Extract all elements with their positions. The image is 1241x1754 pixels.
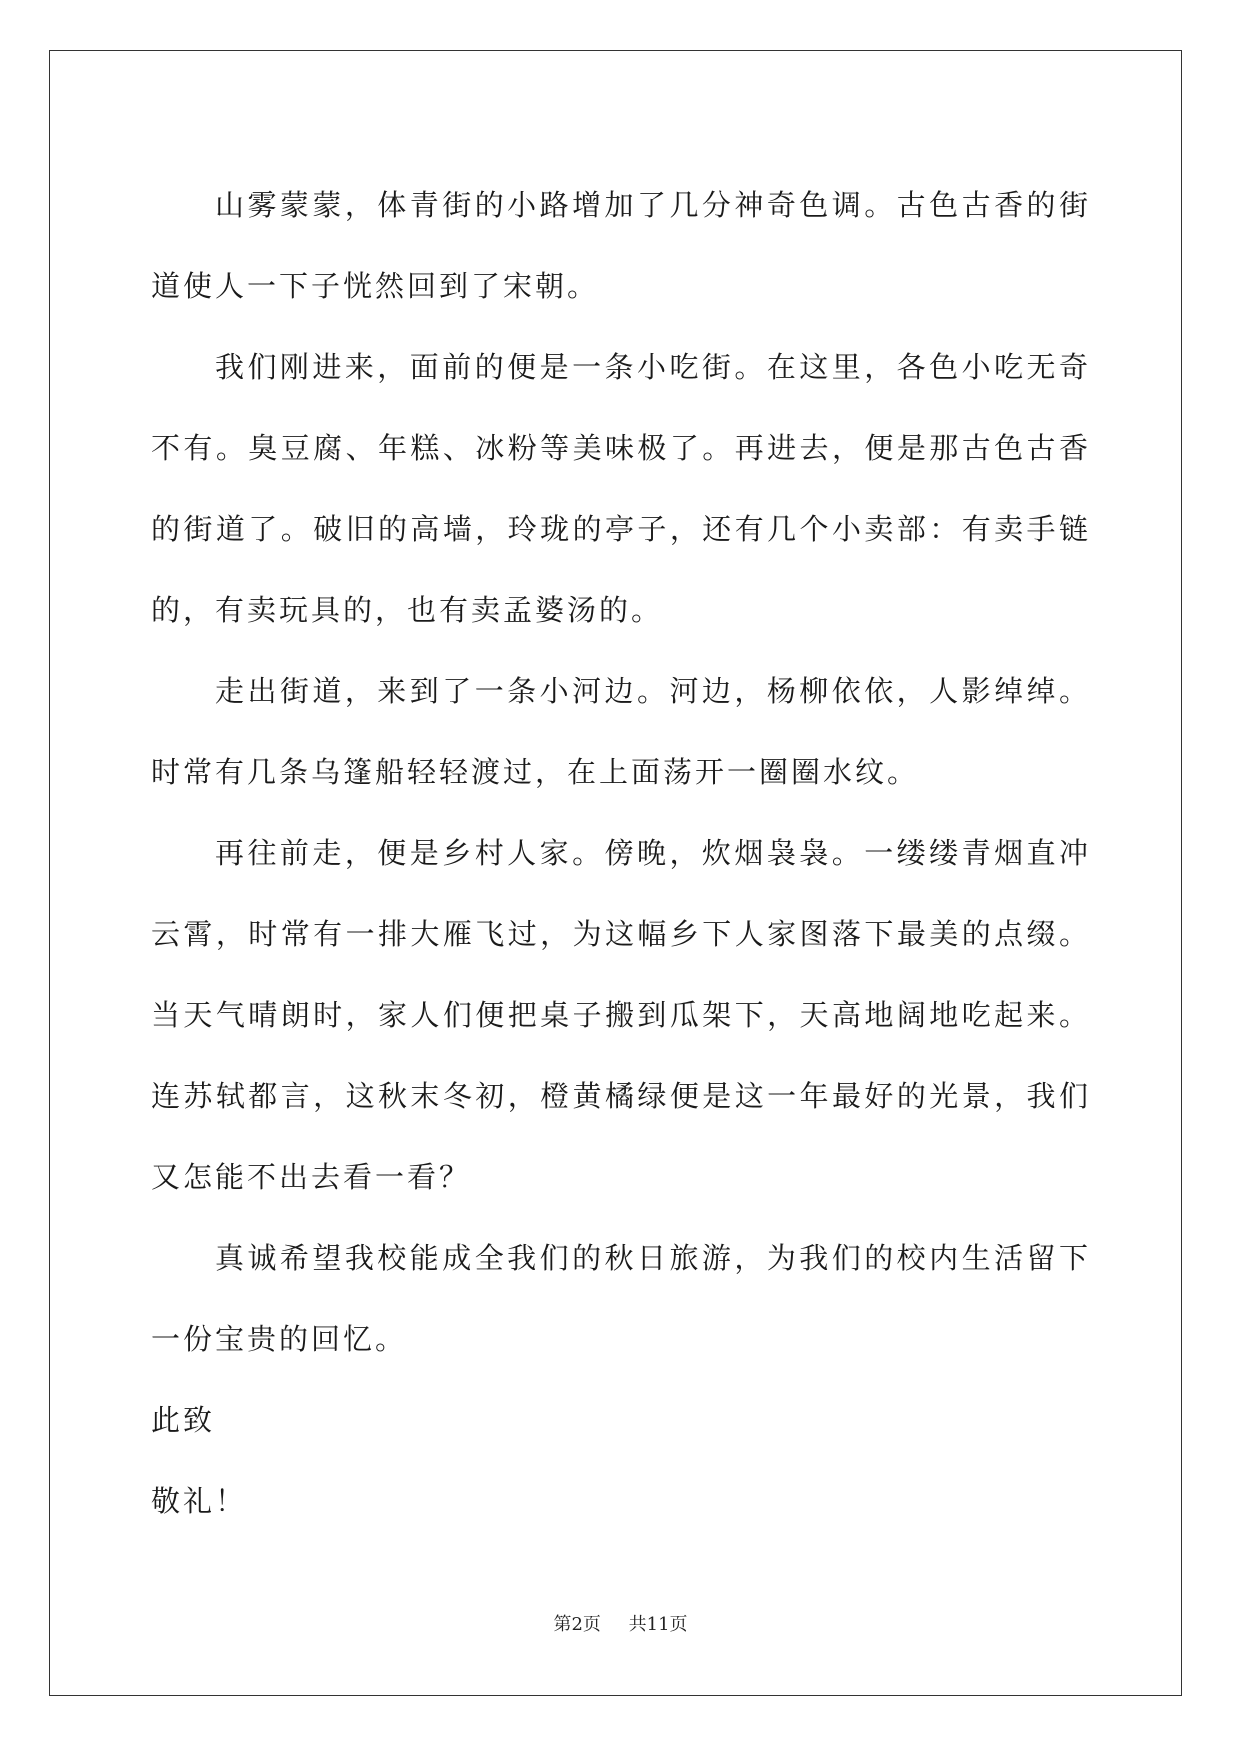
paragraph-4: 再往前走，便是乡村人家。傍晚，炊烟袅袅。一缕缕青烟直冲云霄，时常有一排大雁飞过，为这幅乡下人家图落下最美的点缀。当天气晴朗时，家人们便把桌子搬到瓜架下，天高地阔地吃起来。连苏轼都言，这秋末冬初，橙黄橘绿便是这一年最好的光景，我们又怎能不出去看一看？	[151, 836, 1091, 1194]
paragraph-3: 走出街道，来到了一条小河边。河边，杨柳依依，人影绰绰。时常有几条乌篷船轻轻渡过，在上面荡开一圈圈水纹。	[151, 674, 1091, 789]
page-number: 第2页	[553, 1614, 601, 1635]
letter-body	[151, 165, 1091, 1542]
page-total: 共11页	[628, 1614, 688, 1635]
closing-regards: 敬礼！	[151, 1484, 248, 1518]
closing-salutation: 此致	[151, 1403, 216, 1437]
paragraph-1: 山雾蒙蒙，体青街的小路增加了几分神奇色调。古色古香的街道使人一下子恍然回到了宋朝。	[151, 188, 1091, 303]
paragraph-2: 我们刚进来，面前的便是一条小吃街。在这里，各色小吃无奇不有。臭豆腐、年糕、冰粉等美味极了。再进去，便是那古色古香的街道了。破旧的高墙，玲珑的亭子，还有几个小卖部：有卖手链的，有卖玩具的，也有卖孟婆汤的。	[151, 350, 1091, 627]
paragraph-5: 真诚希望我校能成全我们的秋日旅游，为我们的校内生活留下一份宝贵的回忆。	[151, 1241, 1091, 1356]
page-footer	[0, 1610, 1241, 1636]
